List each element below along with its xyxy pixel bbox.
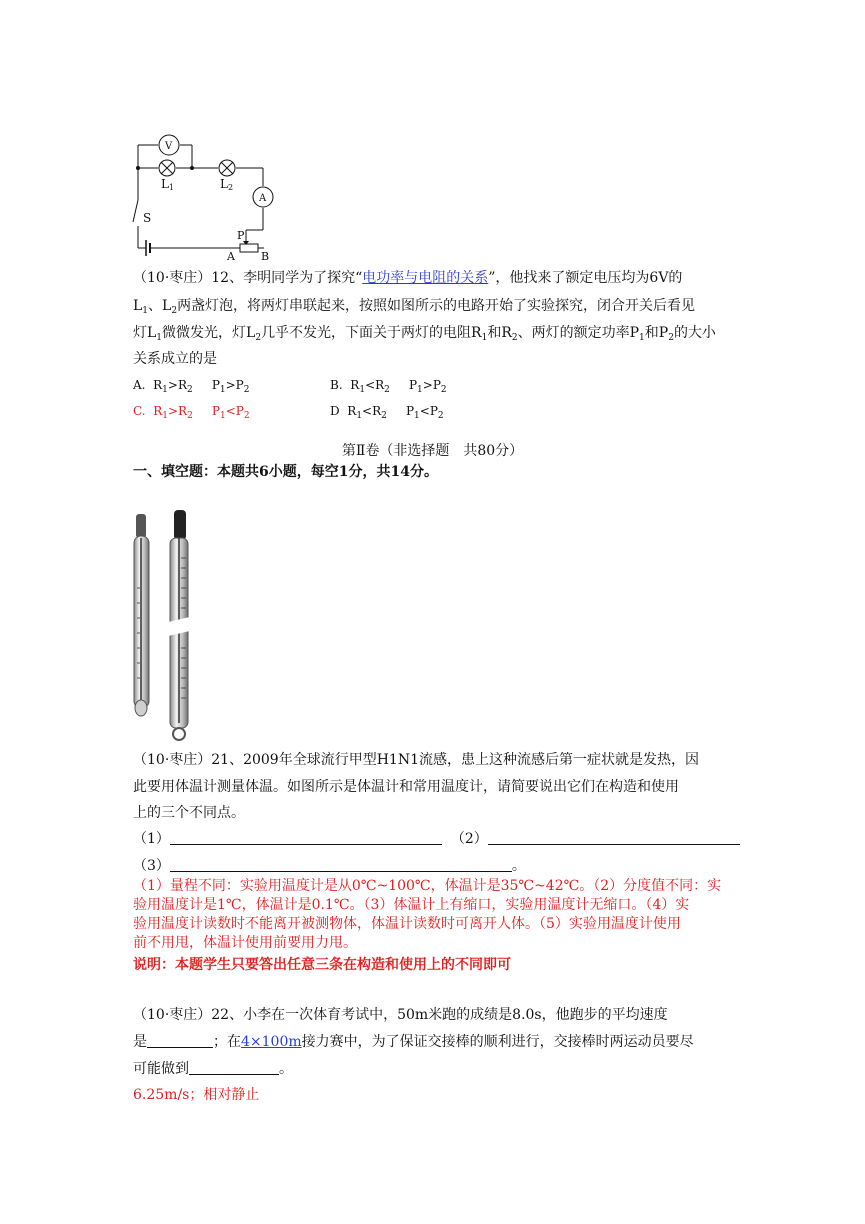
q12-line3: 灯$L_1$微微发光，灯$L_2$几乎不发光，下面关于两灯的电阻$R_1$和$R_2$、两灯的额定功率$P_1$和$P_2$的大小 — [133, 325, 716, 343]
end-a-label: A — [227, 250, 235, 263]
voltmeter-label: V — [165, 141, 173, 152]
section1-heading: 一、填空题：本题共6小题，每空1分，共14分。 — [133, 464, 438, 480]
end-b-label: B — [261, 250, 270, 263]
q22-answer: 6.25m/s；相对静止 — [133, 1087, 260, 1103]
q21-blanks-row2: （3） 。 — [133, 858, 526, 874]
circuit-diagram — [130, 128, 280, 263]
q21-answer-2: 验用温度计是1℃，体温计是0.1℃。（3）体温计上有缩口，实验用温度计无缩口。（4）实 — [133, 897, 690, 913]
option-b: B. $R_1<R_2$ $P_1>P_2$ — [330, 378, 447, 395]
q21-note: 说明：本题学生只要答出任意三条在构造和使用上的不同即可 — [133, 957, 511, 973]
q22-line3: 可能做到 。 — [133, 1061, 293, 1077]
switch-label: S — [143, 211, 152, 225]
answer-blank-2[interactable] — [488, 830, 740, 845]
q22-link[interactable]: 4×100m — [241, 1034, 302, 1050]
q21-answer-3: 验用温度计读数时不能离开被测物体，体温计读数时可离开人体。（5）实验用温度计使用 — [133, 916, 681, 932]
q21-answer-1: （1）量程不同：实验用温度计是从0℃~100℃，体温计是35℃~42℃。（2）分度值不同：实 — [133, 878, 722, 894]
q22-line1: （10·枣庄）22、小李在一次体育考试中，50m米跑的成绩是8.0s，他跑步的平均速度 — [133, 1007, 668, 1023]
q21-blanks-row1: （1） （2） — [133, 829, 740, 849]
q22-line2: 是 ；在4×100m接力赛中，为了保证交接棒的顺利进行，交接棒时两运动员要尽 — [133, 1034, 694, 1050]
q12-line4: 关系成立的是 — [133, 351, 217, 367]
q21-line2: 此要用体温计测量体温。如图所示是体温计和常用温度计，请简要说出它们在构造和使用 — [133, 779, 679, 795]
option-d: D $R_1<R_2$ $P_1<P_2$ — [330, 404, 444, 421]
slider-label: P — [237, 229, 245, 242]
svg-text:L2: L2 — [220, 177, 234, 192]
option-a: A. $R_1>R_2$ $P_1>P_2$ — [133, 378, 250, 395]
thermometers-figure — [128, 508, 198, 748]
q21-answer-4: 前不用甩，体温计使用前要用力甩。 — [133, 935, 357, 951]
q12-link[interactable]: 电功率与电阻的关系 — [362, 270, 489, 286]
answer-blank-speed[interactable] — [147, 1033, 213, 1048]
answer-blank-1[interactable] — [170, 830, 442, 845]
answer-blank-relative[interactable] — [189, 1060, 279, 1075]
section-title: 第Ⅱ卷（非选择题 共80分） — [341, 443, 524, 459]
q12-line1: （10·枣庄）12、李明同学为了探究“电功率与电阻的关系”，他找来了额定电压均为6V的 — [133, 270, 683, 286]
option-c: C. $R_1>R_2$ $P_1<P_2$ — [133, 404, 250, 421]
q12-line2: $L_1$、$L_2$两盏灯泡，将两灯串联起来，按照如图所示的电路开始了实验探究，闭合开关后看见 — [133, 298, 696, 316]
svg-text:L1: L1 — [161, 177, 175, 192]
answer-blank-3[interactable] — [170, 857, 512, 872]
ammeter-label: A — [259, 193, 267, 204]
q21-line1: （10·枣庄）21、2009年全球流行甲型H1N1流感，患上这种流感后第一症状就是发热，因 — [133, 752, 699, 768]
q21-line3: 上的三个不同点。 — [133, 805, 245, 821]
